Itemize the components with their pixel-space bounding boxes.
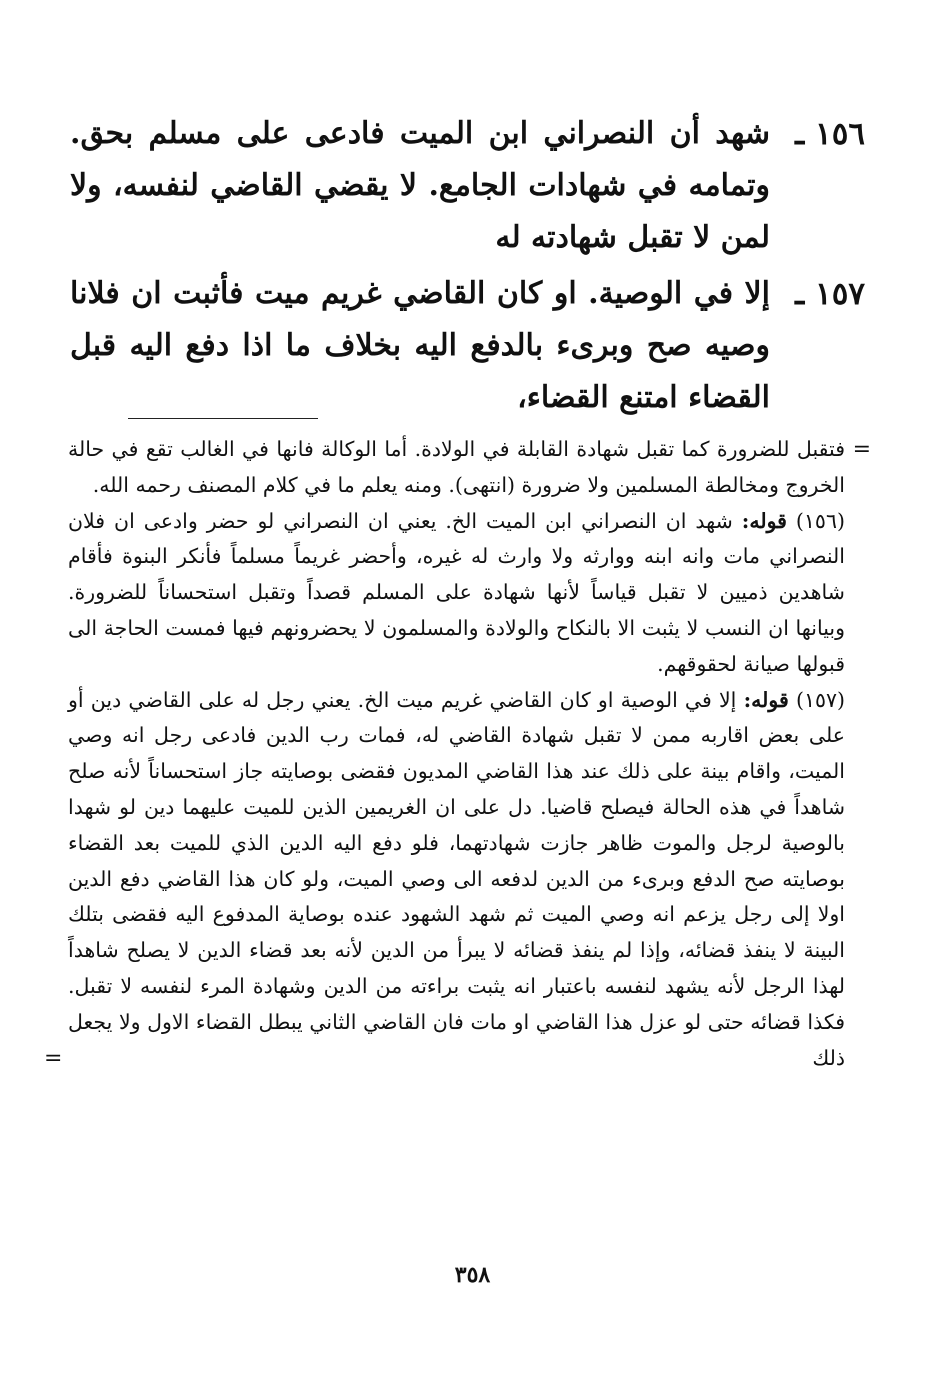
entry-156 [70, 108, 865, 264]
footnote-157 [44, 683, 845, 1077]
footnote-156 [68, 504, 845, 683]
entry-157 [70, 268, 865, 424]
footnote-text: إلا في الوصية او كان القاضي غريم ميت الخ. يعني رجل له على القاضي دين أو على بعض اقاربه ممن لا تقبل شهادة القاضي له، فمات رب الدين فادعى رجل انه وصي الميت، واقام بينة على ذلك عند هذا القاضي المديون فقضى بوصايته جاز استحساناً لأنه صلح شاهداً في هذه الحالة فيصلح قاضيا. دل على ان الغريمين الذين للميت عليهما دين لو شهدا بالوصية لرجل والموت ظاهر جازت شهادتهما، فلو دفع اليه الدين الذي للميت بعد القضاء بوصايته صح الدفع وبرىء من الدين لدفعه الى وصي الميت، ولو كان هذا القاضي دفع الدين اولا إلى رجل يزعم انه وصي الميت ثم شهد الشهود عنده بوصاية المدفوع اليه فقضى بتلك البينة لا ينفذ قضائه، وإذا لم ينفذ قضائه لا يبرأ من الدين لأنه بعد قضاء الدين لا يصلح شاهداً لهذا الرجل لأنه يشهد لنفسه باعتبار انه يثبت براءته من الدين وشهادة المرء لنفسه لا تقبل. فكذا قضائه حتى لو عزل هذا القاضي او مات فان القاضي الثاني يبطل القضاء الاول ولا يجعل ذلك [68, 687, 845, 1070]
footnote-keyword: قوله: [741, 508, 787, 533]
main-text [70, 108, 865, 424]
continuation-mark: = [852, 437, 871, 462]
footnote-keyword: قوله: [743, 687, 789, 712]
footnotes [44, 432, 871, 1076]
page-number: ٣٥٨ [454, 1262, 491, 1288]
footnote-text: فتقبل للضرورة كما تقبل شهادة القابلة في الولادة. أما الوكالة فانها في الغالب تقع في حالة الخروج ومخالطة المسلمين ولا ضرورة (انتهى). ومنه يعلم ما في كلام المصنف رحمه الله. [68, 437, 845, 497]
entry-text: شهد أن النصراني ابن الميت فادعى على مسلم بحق. وتمامه في شهادات الجامع. لا يقضي القاضي لنفسه، ولا لمن لا تقبل شهادته له [70, 116, 770, 255]
entry-number: ١٥٦ ـ [795, 116, 865, 152]
footnote-text: شهد ان النصراني ابن الميت الخ. يعني ان النصراني لو حضر وادعى ان فلان النصراني مات وانه ابنه ووارثه ولا وارث له غيره، وأحضر غريماً مسلماً فأنكر البنوة فأقام شاهدين ذميين لا تقبل قياساً لأنها شهادة على المسلم قصداً وتقبل استحساناً للضرورة. وبيانها ان النسب لا يثبت الا بالنكاح والولادة والمسلمون لا يحضرونهم فيها فمست الحاجة الى قبولها صيانة لحقوقهم. [68, 508, 845, 676]
continuation-mark: = [44, 1045, 63, 1071]
footnote-ref: (١٥٧) [795, 687, 845, 712]
entry-text: إلا في الوصية. او كان القاضي غريم ميت فأثبت ان فلانا وصيه صح وبرىء بالدفع اليه بخلاف ما اذا دفع اليه قبل القضاء امتنع القضاء، [70, 276, 770, 415]
footnote-divider [128, 418, 318, 419]
footnote-ref: (١٥٦) [795, 508, 845, 533]
entry-number: ١٥٧ ـ [795, 276, 865, 312]
footnote-continuation [68, 432, 871, 504]
